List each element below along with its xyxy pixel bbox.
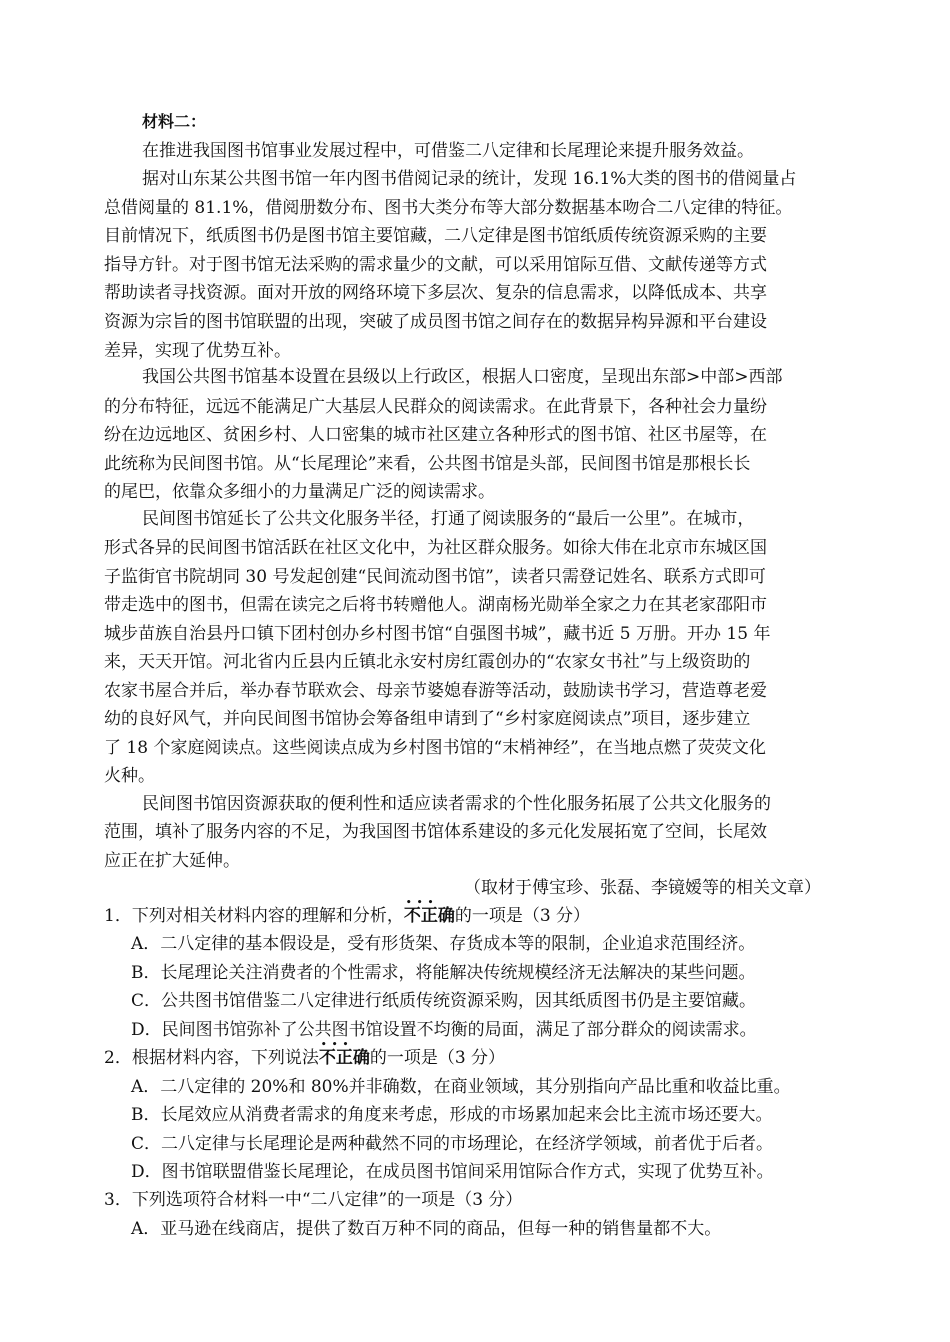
question-1-emphasis: • • • 不正确	[404, 906, 455, 926]
question-2-option-b: B．长尾效应从消费者需求的角度来考虑，形成的市场累加起来会比主流市场还要大。	[131, 1105, 773, 1125]
question-2-stem	[104, 1047, 505, 1069]
paragraph-line: 范围，填补了服务内容的不足，为我国图书馆体系建设的多元化发展拓宽了空间，长尾效	[104, 822, 767, 842]
paragraph-line: 据对山东某公共图书馆一年内图书借阅记录的统计，发现 16.1%大类的图书的借阅量占	[142, 169, 797, 189]
paragraph-line: 带走选中的图书，但需在读完之后将书转赠他人。湖南杨光勋举全家之力在其老家邵阳市	[104, 595, 767, 615]
paragraph-line: 总借阅量的 81.1%，借阅册数分布、图书大类分布等大部分数据基本吻合二八定律的特征。	[104, 198, 793, 218]
paragraph-line: 火种。	[104, 766, 155, 786]
paragraph-line: 形式各异的民间图书馆活跃在社区文化中，为社区群众服务。如徐大伟在北京市东城区国	[104, 538, 767, 558]
question-2-option-a: A．二八定律的 20%和 80%并非确数，在商业领域，其分别指向产品比重和收益比重。	[131, 1077, 791, 1097]
question-2-emphasis: • • • 不正确	[319, 1048, 370, 1068]
paragraph-line: 指导方针。对于图书馆无法采购的需求量少的文献，可以采用馆际互借、文献传递等方式	[104, 255, 767, 275]
paragraph-line: 差异，实现了优势互补。	[104, 341, 291, 361]
paragraph-line: 来，天天开馆。河北省内丘县内丘镇北永安村房红霞创办的“农家女书社”与上级资助的	[104, 652, 751, 672]
paragraph-line: 民间图书馆延长了公共文化服务半径，打通了阅读服务的“最后一公里”。在城市，	[142, 509, 755, 529]
question-1-option-a: A．二八定律的基本假设是，受有形货架、存货成本等的限制，企业追求范围经济。	[131, 934, 756, 954]
paragraph-line: 的分布特征，远远不能满足广大基层人民群众的阅读需求。在此背景下，各种社会力量纷	[104, 397, 767, 417]
material-heading: 材料二：	[142, 112, 207, 131]
question-1-option-c: C．公共图书馆借鉴二八定律进行纸质传统资源采购，因其纸质图书仍是主要馆藏。	[131, 991, 757, 1011]
paragraph-line: 在推进我国图书馆事业发展过程中，可借鉴二八定律和长尾理论来提升服务效益。	[142, 141, 754, 161]
source-citation: （取材于傅宝珍、张磊、李镜嫒等的相关文章）	[464, 878, 821, 898]
question-3-stem: 3．下列选项符合材料一中“二八定律”的一项是（3 分）	[104, 1190, 523, 1210]
paragraph-line: 帮助读者寻找资源。面对开放的网络环境下多层次、复杂的信息需求，以降低成本、共享	[104, 283, 767, 303]
paragraph-line: 幼的良好风气，并向民间图书馆协会筹备组申请到了“乡村家庭阅读点”项目，逐步建立	[104, 709, 751, 729]
paragraph-line: 了 18 个家庭阅读点。这些阅读点成为乡村图书馆的“末梢神经”，在当地点燃了荧荧文化	[104, 738, 766, 758]
paragraph-line: 此统称为民间图书馆。从“长尾理论”来看，公共图书馆是头部，民间图书馆是那根长长	[104, 454, 751, 474]
paragraph-line: 民间图书馆因资源获取的便利性和适应读者需求的个性化服务拓展了公共文化服务的	[142, 794, 771, 814]
paragraph-line: 纷在边远地区、贫困乡村、人口密集的城市社区建立各种形式的图书馆、社区书屋等，在	[104, 425, 767, 445]
paragraph-line: 应正在扩大延伸。	[104, 851, 240, 871]
question-1-stem-text: 1．下列对相关材料内容的理解和分析，	[104, 906, 404, 926]
question-1-option-d: D．民间图书馆弥补了公共图书馆设置不均衡的局面，满足了部分群众的阅读需求。	[131, 1020, 757, 1040]
question-2-option-c: C．二八定律与长尾理论是两种截然不同的市场理论，在经济学领域，前者优于后者。	[131, 1134, 774, 1154]
paragraph-line: 子监街官书院胡同 30 号发起创建“民间流动图书馆”，读者只需登记姓名、联系方式即可	[104, 567, 766, 587]
paragraph-line: 目前情况下，纸质图书仍是图书馆主要馆藏，二八定律是图书馆纸质传统资源采购的主要	[104, 226, 767, 246]
paragraph-line: 农家书屋合并后，举办春节联欢会、母亲节婆媳春游等活动，鼓励读书学习，营造尊老爱	[104, 681, 767, 701]
paragraph-line: 城步苗族自治县丹口镇下团村创办乡村图书馆“自强图书城”，藏书近 5 万册。开办 15 年	[104, 624, 771, 644]
question-1-stem-tail: 的一项是（3 分）	[454, 906, 591, 926]
question-2-stem-tail: 的一项是（3 分）	[369, 1048, 506, 1068]
paragraph-line: 的尾巴，依靠众多细小的力量满足广泛的阅读需求。	[104, 482, 495, 502]
question-3-option-a: A．亚马逊在线商店，提供了数百万种不同的商品，但每一种的销售量都不大。	[131, 1219, 722, 1239]
paragraph-line: 资源为宗旨的图书馆联盟的出现，突破了成员图书馆之间存在的数据异构异源和平台建设	[104, 312, 767, 332]
question-2-option-d: D．图书馆联盟借鉴长尾理论，在成员图书馆间采用馆际合作方式，实现了优势互补。	[131, 1162, 774, 1182]
paragraph-line: 我国公共图书馆基本设置在县级以上行政区，根据人口密度，呈现出东部>中部>西部	[142, 367, 783, 387]
question-1-option-b: B．长尾理论关注消费者的个性需求，将能解决传统规模经济无法解决的某些问题。	[131, 963, 756, 983]
question-1-stem	[104, 905, 590, 927]
question-2-stem-text: 2．根据材料内容，下列说法	[104, 1048, 319, 1068]
